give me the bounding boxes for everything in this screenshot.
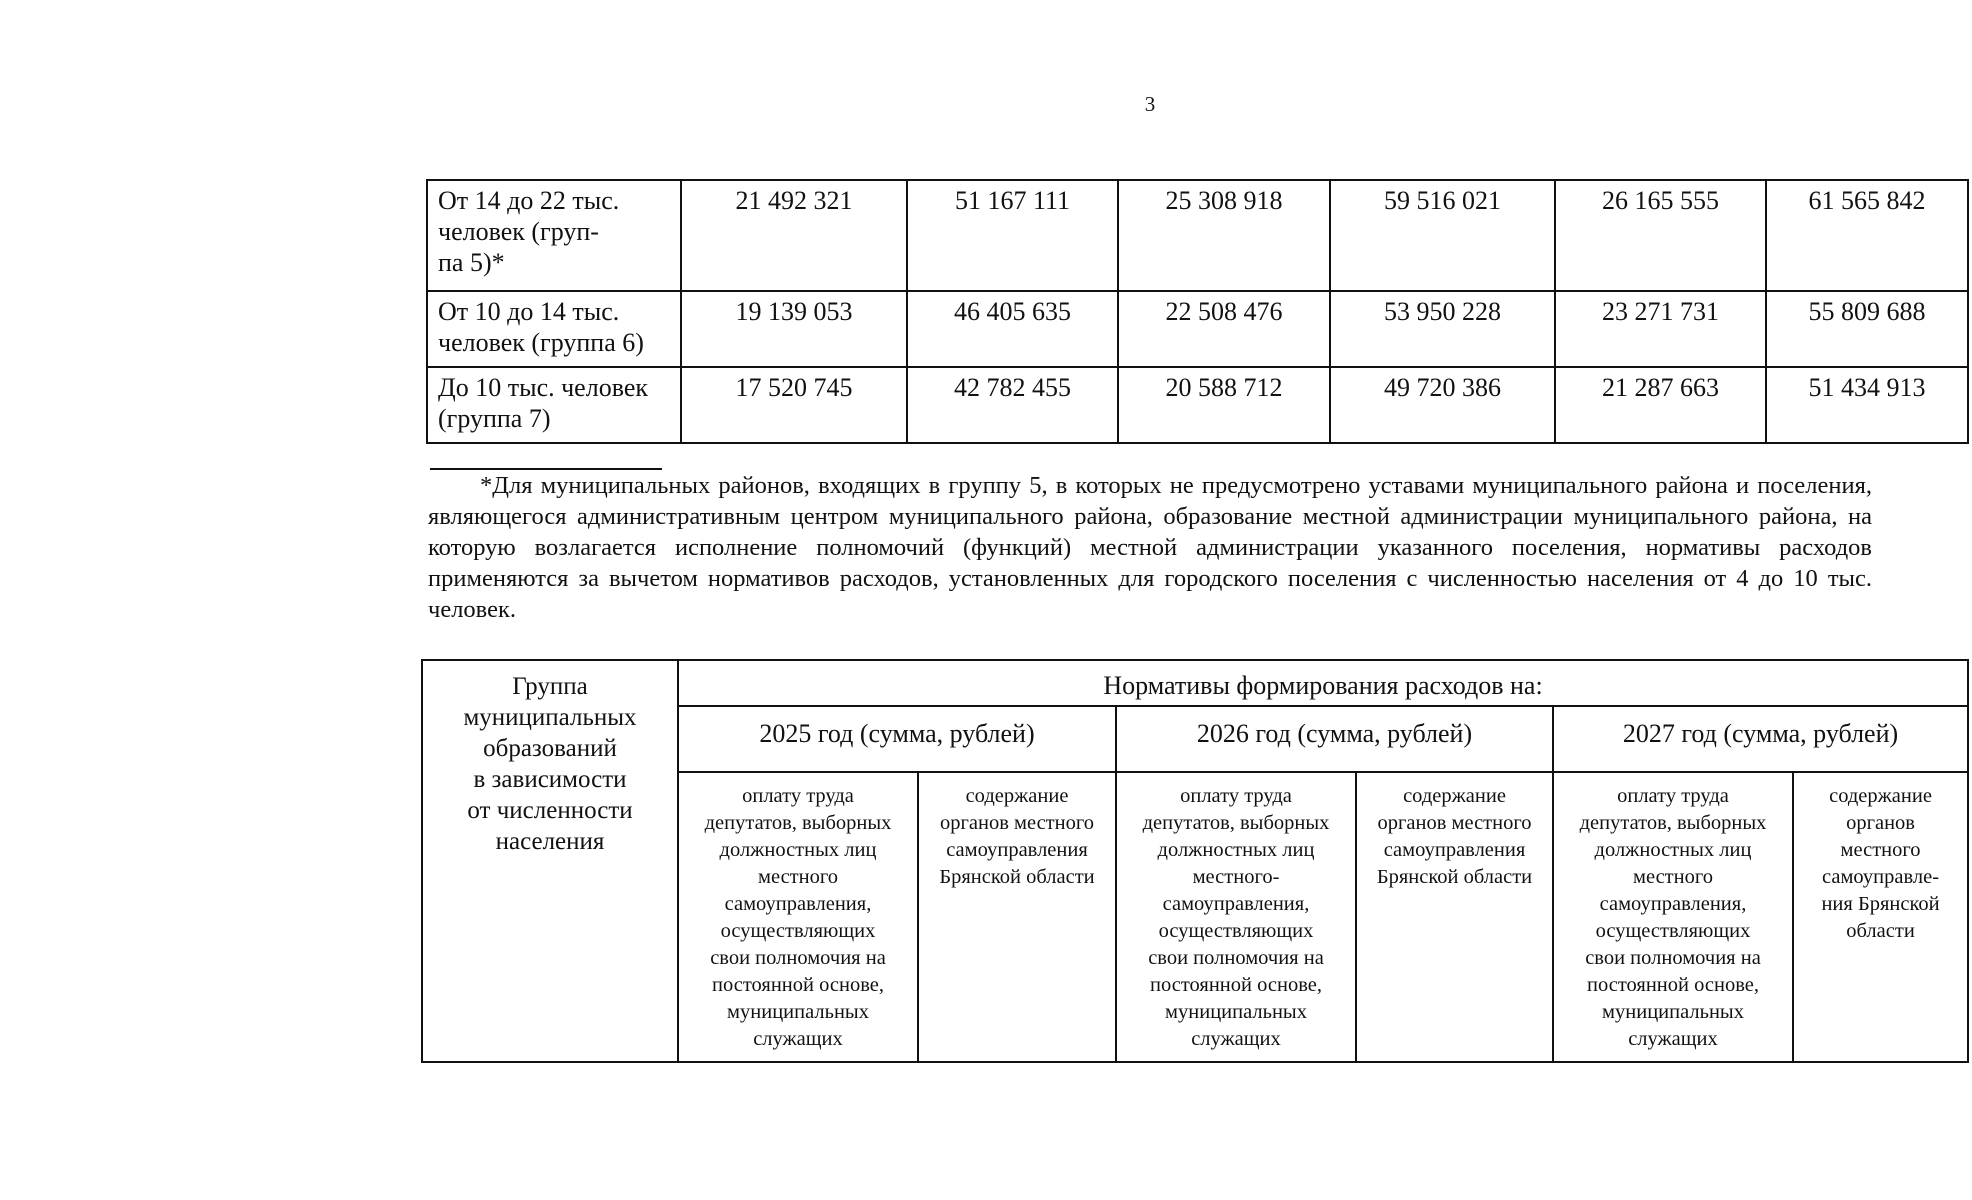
header-line: должностных лиц [1157,839,1315,861]
header-line: депутатов, выборных [1579,812,1767,834]
page-number: 3 [1144,92,1156,116]
header-line: от численности [467,797,633,824]
header-line: образований [483,735,617,762]
value-cell: 22 508 476 [1118,291,1330,367]
header-line: постоянной основе, [1587,974,1759,996]
maintenance-header-2026 [1356,772,1553,1062]
group-label-line: До 10 тыс. человек [438,373,648,402]
value-cell: 55 809 688 [1766,291,1968,367]
header-line: Брянской области [1376,866,1533,888]
group-label-cell [427,180,681,291]
header-line: депутатов, выборных [1142,812,1330,834]
value-cell: 23 271 731 [1555,291,1766,367]
header-line: содержание [1829,785,1932,807]
header-line: служащих [1191,1028,1281,1050]
value-cell: 21 492 321 [681,180,907,291]
value-cell: 53 950 228 [1330,291,1555,367]
group-label-cell [427,291,681,367]
header-line: оплату труда [742,785,854,807]
header-line: самоуправле- [1822,866,1940,888]
year-2025-header: 2025 год (сумма, рублей) [678,706,1116,772]
header-line: служащих [1628,1028,1718,1050]
header-line: оплату труда [1180,785,1292,807]
header-line: органов местного [1377,812,1532,834]
group-label-line: (группа 7) [438,404,551,433]
header-line: муниципальных [463,704,637,731]
header-line: местного- [1192,866,1280,888]
header-line: свои полномочия на [1585,947,1761,969]
header-line: местного [1840,839,1921,861]
maintenance-header-2027 [1793,772,1968,1062]
labor-payment-header-2025 [678,772,918,1062]
value-cell: 20 588 712 [1118,367,1330,443]
header-line: самоуправления, [724,893,872,915]
header-line: местного [1632,866,1713,888]
year-2026-header: 2026 год (сумма, рублей) [1116,706,1553,772]
header-line: самоуправления [1383,839,1526,861]
header-line: области [1846,920,1915,942]
header-line: оплату труда [1617,785,1729,807]
header-line: органов местного [939,812,1095,834]
header-line: содержание [1403,785,1506,807]
header-line: муниципальных [1602,1001,1744,1023]
group-label-line: От 14 до 22 тыс. [438,186,620,215]
header-line: осуществляющих [720,920,876,942]
value-cell: 21 287 663 [1555,367,1766,443]
labor-payment-header-2026 [1116,772,1356,1062]
header-line: Группа [512,673,588,700]
footnote-text: *Для муниципальных районов, входящих в группу 5, в которых не предусмотрено уставами муниципального района и поселения, являющегося административным центром муниципального района, образование местной администрации муниципального района, на которую возлагается исполнение полномочий (функций) местной администрации указанного поселения, нормативы расходов применяются за вычетом нормативов расходов, установленных для городского поселения с численностью населения от 4 до 10 тыс. человек. [428,472,1872,623]
expense-norms-table-header [421,659,1969,1063]
header-line: местного [757,866,838,888]
group-column-header [422,660,678,1062]
expense-norms-table-continued [426,179,1969,444]
header-line: самоуправления, [1599,893,1747,915]
header-line: осуществляющих [1158,920,1314,942]
header-line: свои полномочия на [1148,947,1324,969]
header-line: самоуправления [946,839,1088,861]
table-row [427,367,1968,443]
header-line: постоянной основе, [712,974,884,996]
norms-header: Нормативы формирования расходов на: [678,660,1968,706]
group-label-line: па 5)* [438,248,505,277]
value-cell: 26 165 555 [1555,180,1766,291]
group-label-cell [427,367,681,443]
group-label-line: человек (груп- [438,217,599,246]
header-line: постоянной основе, [1150,974,1322,996]
header-line: должностных лиц [719,839,877,861]
header-line: ния Брянской [1821,893,1940,915]
header-line: населения [495,828,605,855]
header-line: в зависимости [473,766,627,793]
value-cell: 49 720 386 [1330,367,1555,443]
year-2027-header: 2027 год (сумма, рублей) [1553,706,1968,772]
value-cell: 59 516 021 [1330,180,1555,291]
group-label-line: От 10 до 14 тыс. [438,297,620,326]
value-cell: 51 434 913 [1766,367,1968,443]
value-cell: 46 405 635 [907,291,1118,367]
header-line: свои полномочия на [710,947,886,969]
table-row [427,291,1968,367]
value-cell: 51 167 111 [907,180,1118,291]
header-line: должностных лиц [1594,839,1752,861]
header-line: осуществляющих [1595,920,1751,942]
header-row [422,660,1968,706]
header-line: служащих [753,1028,843,1050]
table-row [427,180,1968,291]
header-line: депутатов, выборных [704,812,892,834]
header-line: органов [1846,812,1915,834]
header-line: муниципальных [727,1001,869,1023]
value-cell: 42 782 455 [907,367,1118,443]
value-cell: 25 308 918 [1118,180,1330,291]
header-line: самоуправления, [1162,893,1310,915]
value-cell: 19 139 053 [681,291,907,367]
header-line: Брянской области [939,866,1095,888]
group-label-line: человек (группа 6) [438,328,644,357]
value-cell: 61 565 842 [1766,180,1968,291]
value-cell: 17 520 745 [681,367,907,443]
header-line: содержание [965,785,1069,807]
labor-payment-header-2027 [1553,772,1793,1062]
maintenance-header-2025 [918,772,1116,1062]
header-line: муниципальных [1165,1001,1307,1023]
